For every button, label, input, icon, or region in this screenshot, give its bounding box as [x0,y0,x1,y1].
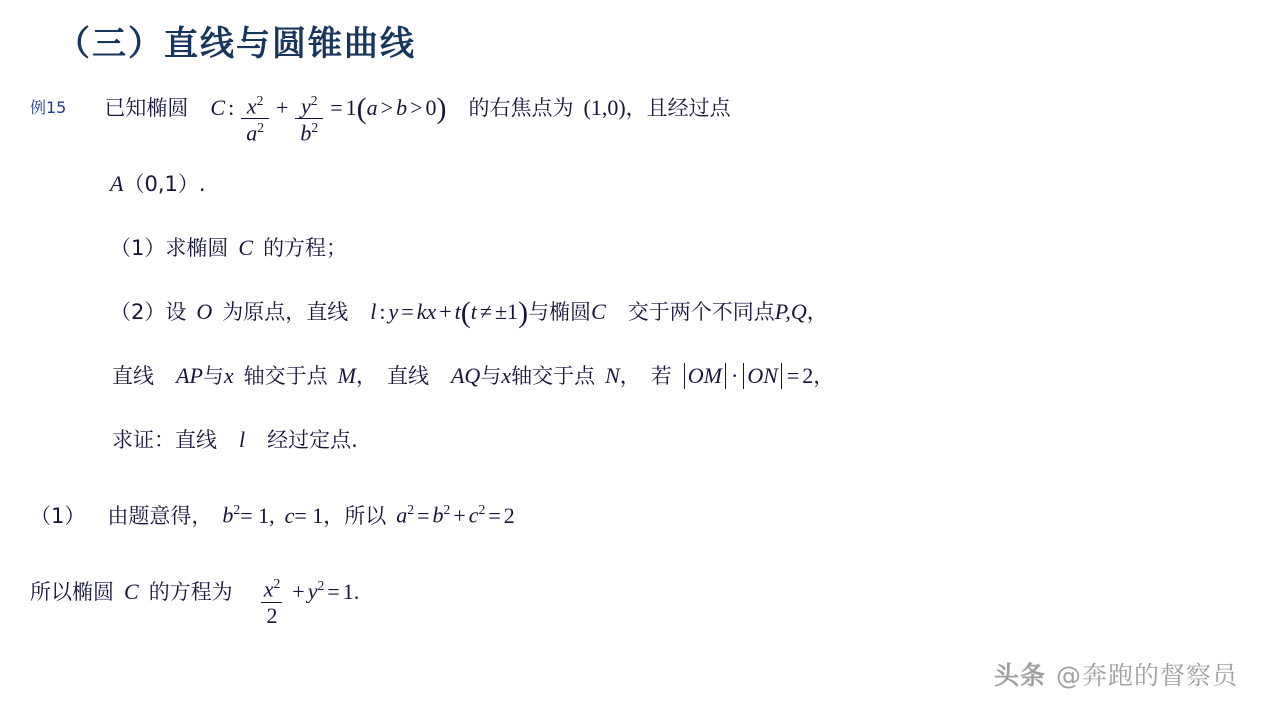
c-symbol: c [284,502,295,528]
close-paren-cond: ) [518,295,529,329]
part1-text: （1）求椭圆 [110,235,229,260]
part2-text-b: 为原点，直线 [222,299,349,324]
equals-operator-5: = [327,578,340,604]
origin-o: O [196,298,213,324]
problem-part-2-line-1 [30,295,1250,329]
open-paren: ( [356,92,367,125]
line4-text-b: 经过定点. [267,427,358,452]
line-x: x [426,298,437,324]
segment-aq: AQ [450,362,481,388]
line-l-2: l [239,426,246,452]
watermark-name: @奔跑的督察员 [1055,661,1238,690]
cond-a: a [366,95,378,120]
fraction-x2-a2 [241,94,269,146]
point-a-coord: （0,1）. [123,171,206,196]
plus-operator-3: + [292,578,305,604]
line3-comma-2: ， [619,363,641,388]
point-m: M [337,362,356,388]
watermark [994,656,1238,692]
comma-1: ， [806,299,828,324]
open-paren-cond: ( [460,295,471,329]
fraction-numerator: $x^2$ [263,576,281,602]
cond-t: t [470,298,477,324]
problem-part-1 [30,232,1250,262]
colon: : [228,95,235,120]
final-value: 1 [342,578,354,604]
point-n: N [605,362,620,388]
problem-part-2-line-2 [30,360,1250,390]
line3-text-b: 与 [202,363,224,388]
solution-line2-text-a: 所以椭圆 [30,579,114,604]
equals-operator-3: = [417,502,430,528]
line3-text-d: 直线 [386,363,429,388]
line3-text-f: 轴交于点 [511,363,596,388]
line3-text-c: 轴交于点 [243,363,328,388]
fraction-x2-2 [259,577,286,628]
intersect-c: C [591,298,606,324]
b-squared: $b^2$ [222,502,241,528]
line-y: y [388,298,399,324]
line-l: l [370,298,377,324]
gt-operator-1: > [380,95,394,120]
a-squared-value: 2 [503,502,515,528]
line-plus: + [439,298,452,324]
fraction-denominator: $b^2$ [295,118,323,146]
axis-x-2: x [501,362,512,388]
problem-line-1 [30,92,1250,148]
line3-comma-1: ， [355,363,377,388]
plus-operator-2: + [453,502,466,528]
line3-text-a: 直线 [112,363,154,388]
solution-line-2 [30,576,1250,630]
part1-tail: 的方程； [263,235,348,260]
fraction-denominator: 2 [261,602,282,628]
dot-operator: · [730,362,739,388]
b-squared-value: = 1, [240,502,275,528]
line3-comma-3: ， [813,363,835,388]
equals-operator-4: = [488,502,501,528]
c-squared: $c^2$ [468,502,486,528]
line-colon: : [379,298,386,324]
part1-variable: C [238,234,254,260]
solution-line2-text-b: 的方程为 [148,579,233,604]
c-value: = 1 [294,502,324,528]
and-through-text: ，且经过点 [625,96,731,120]
segment-ap: AP [176,362,203,388]
part2-text-a: （2）设 [110,299,187,324]
close-paren: ) [436,92,447,125]
ellipse-name: C [210,95,226,120]
fraction-numerator: $x^2$ [246,92,264,118]
problem-part-2-line-3 [30,424,1250,454]
fraction-y2-b2 [295,94,323,146]
solution-text-2: ，所以 [323,503,387,528]
cond-zero: 0 [425,95,437,120]
fraction-denominator: $a^2$ [241,118,269,146]
a-squared: $a^2$ [396,502,415,528]
line-t: t [454,298,461,324]
problem-line-2 [30,168,1250,198]
solution-line-1 [30,500,1250,530]
intersect-tail: 交于两个不同点 [627,299,775,324]
example-tag: 例15 [30,98,67,117]
slide-body [30,92,1250,650]
line-k: k [416,298,427,324]
watermark-logo: 头条 [993,661,1046,690]
line3-text-e: 与 [480,363,502,388]
abs-om: OM [684,363,726,389]
plus-operator: + [276,95,289,120]
points-pq: P,Q [774,298,807,324]
abs-on: ON [743,363,782,389]
cond-b: b [396,95,408,120]
cond-pm1: ±1 [494,298,519,324]
page-title: （三）直线与圆锥曲线 [56,24,416,64]
solution-text-1: 由题意得， [107,503,213,528]
equals-operator-2: = [786,362,800,388]
value-2: 2 [802,362,814,388]
b-squared-2: $b^2$ [432,502,451,528]
point-a: A [110,170,124,196]
final-period: . [353,578,360,604]
solution-part1-label: （1） [30,503,86,528]
right-focus-text: 的右焦点为 [468,96,574,120]
y-squared: $y^2$ [307,578,325,604]
neq-operator: ≠ [479,298,492,324]
focus-point: (1,0) [583,95,626,120]
line3-if: 若 [650,363,672,388]
ellipse-c-2: C [124,578,139,604]
axis-x-1: x [223,362,234,388]
line4-text-a: 求证：直线 [112,427,217,452]
one-value: 1 [345,95,357,120]
problem-lead: 已知椭圆 [104,96,189,120]
intersect-text: 与椭圆 [528,299,592,324]
gt-operator-2: > [410,95,423,120]
line-equals: = [401,298,414,324]
equals-operator: = [330,95,343,120]
fraction-numerator: $y^2$ [301,92,318,118]
